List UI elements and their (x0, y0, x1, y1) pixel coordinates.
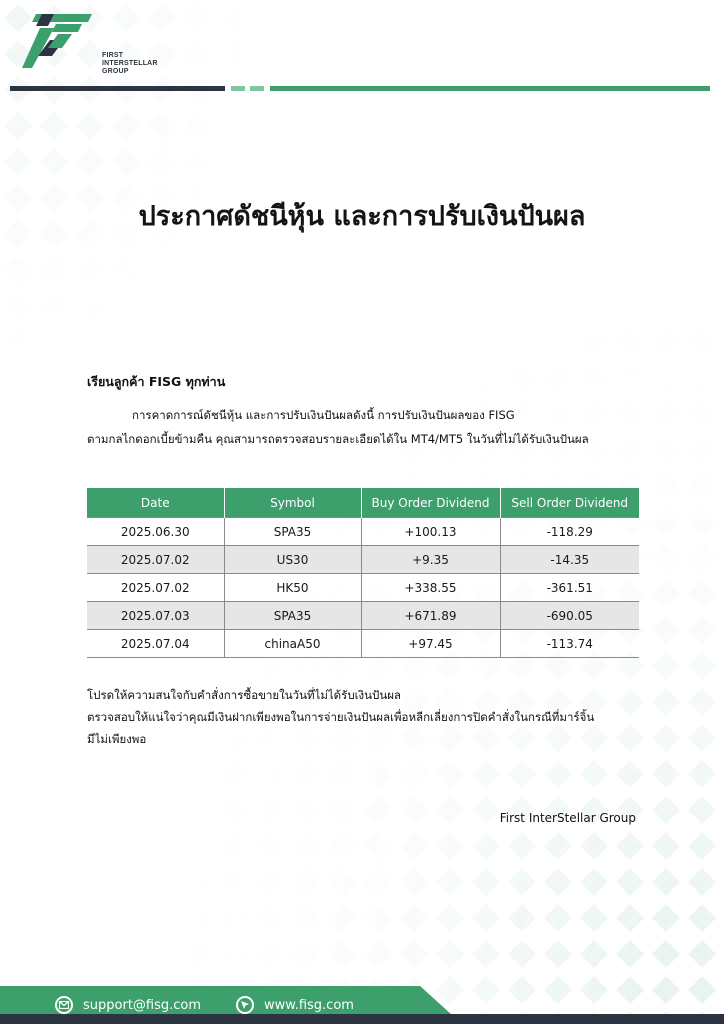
cell-sell: -14.35 (500, 546, 639, 574)
logo-line-2: INTERSTELLAR (102, 60, 158, 67)
greeting: เรียนลูกค้า FISG ทุกท่าน (87, 374, 226, 389)
page-title: ประกาศดัชนีหุ้น และการปรับเงินปันผล (138, 201, 586, 232)
cell-sell: -118.29 (500, 518, 639, 546)
footer-email[interactable] (55, 993, 201, 1017)
header-stripe-dark (10, 86, 225, 91)
footer-email-text[interactable]: support@fisg.com (83, 997, 202, 1013)
cell-buy: +671.89 (361, 602, 500, 630)
cell-buy: +97.45 (361, 630, 500, 658)
header-stripe-accent-1 (231, 86, 245, 91)
cell-buy: +9.35 (361, 546, 500, 574)
cell-date: 2025.07.02 (87, 574, 224, 602)
notice-line-1: โปรดให้ความสนใจกับคำสั่งการซื้อขายในวันที่ไม่ได้รับเงินปันผล (87, 688, 401, 702)
intro-paragraph (87, 403, 647, 451)
header-date: Date (87, 488, 224, 518)
cell-date: 2025.07.02 (87, 546, 224, 574)
cell-sell: -690.05 (500, 602, 639, 630)
cell-symbol: SPA35 (224, 518, 361, 546)
notice-line-2: ตรวจสอบให้แน่ใจว่าคุณมีเงินฝากเพียงพอในการจ่ายเงินปันผลเพื่อหลีกเลี่ยงการปิดคำสั่งในกรณีที่มาร์จิ้น (87, 710, 595, 724)
table-row (87, 574, 639, 602)
cell-date: 2025.07.03 (87, 602, 224, 630)
intro-line-2: ตามกลไกดอกเบี้ยข้ามคืน คุณสามารถตรวจสอบรายละเอียดได้ใน MT4/MT5 ในวันที่ไม่ได้รับเงินปันผล (87, 432, 589, 446)
cell-sell: -113.74 (500, 630, 639, 658)
header-stripe-accent-2 (250, 86, 264, 91)
table-row (87, 518, 639, 546)
table-header-row (87, 488, 639, 518)
cell-symbol: US30 (224, 546, 361, 574)
cell-symbol: HK50 (224, 574, 361, 602)
cell-buy: +338.55 (361, 574, 500, 602)
cell-sell: -361.51 (500, 574, 639, 602)
footer-website-text[interactable]: www.fisg.com (264, 997, 354, 1013)
cell-date: 2025.07.04 (87, 630, 224, 658)
notice-paragraph (87, 684, 647, 750)
fisg-logo (22, 12, 158, 75)
intro-line-1: การคาดการณ์ดัชนีหุ้น และการปรับเงินปันผลดังนี้ การปรับเงินปันผลของ FISG (132, 408, 515, 422)
dividend-table (87, 488, 639, 658)
cell-symbol: chinaA50 (224, 630, 361, 658)
logo-wordmark (102, 52, 158, 76)
footer-website[interactable] (236, 993, 354, 1017)
cell-symbol: SPA35 (224, 602, 361, 630)
table-row (87, 602, 639, 630)
signature: First InterStellar Group (499, 811, 636, 825)
header-buy-dividend: Buy Order Dividend (361, 488, 500, 518)
logo-line-1: FIRST (102, 52, 124, 59)
header-sell-dividend: Sell Order Dividend (500, 488, 639, 518)
logo-line-3: GROUP (102, 68, 129, 75)
notice-line-3: มีไม่เพียงพอ (87, 732, 147, 746)
cell-buy: +100.13 (361, 518, 500, 546)
header-symbol: Symbol (224, 488, 361, 518)
header-stripe-green (270, 86, 710, 91)
fisg-logo-mark (22, 12, 100, 70)
mail-icon (55, 996, 73, 1014)
cursor-icon (236, 996, 254, 1014)
table-row (87, 546, 639, 574)
cell-date: 2025.06.30 (87, 518, 224, 546)
table-row (87, 630, 639, 658)
